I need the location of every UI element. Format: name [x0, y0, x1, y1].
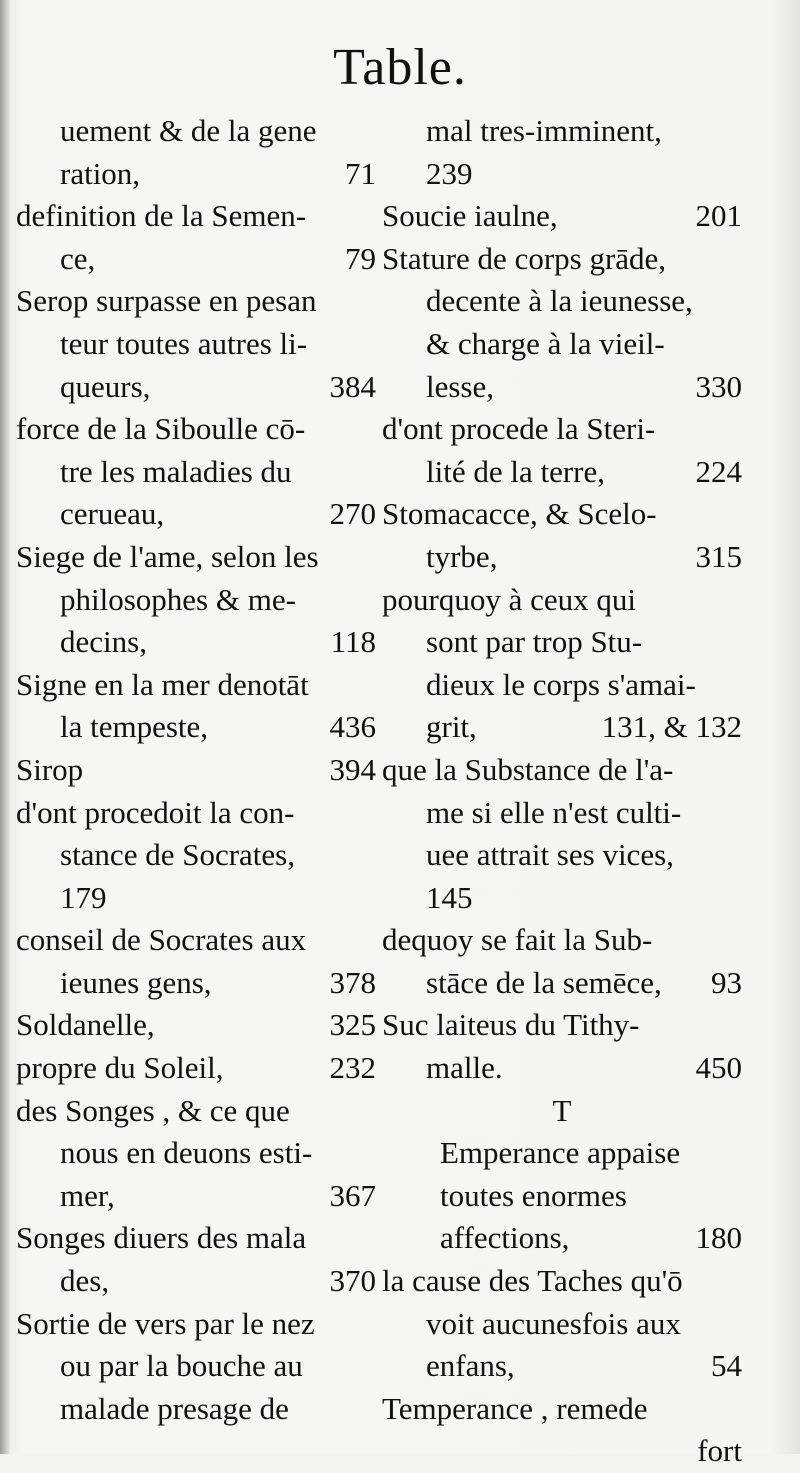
- index-entry-text: la cause des Taches qu'ō: [382, 1263, 683, 1299]
- index-entry-line: [382, 834, 742, 877]
- index-entry-text: Signe en la mer denotāt: [16, 666, 309, 702]
- index-entry-text: ieunes gens,: [60, 964, 212, 1000]
- index-entry-line: [16, 408, 376, 451]
- index-entry-line: [382, 1303, 742, 1346]
- index-entry-line: [16, 1047, 376, 1090]
- index-entry-line: [382, 1388, 742, 1431]
- index-entry-line: [382, 1132, 742, 1175]
- page-reference: 224: [695, 453, 742, 489]
- page-reference: 180: [695, 1220, 742, 1256]
- index-entry-text: la tempeste,: [60, 709, 209, 745]
- index-column-right: [382, 110, 742, 1473]
- index-entry-text: definition de la Semen-: [16, 198, 307, 234]
- index-entry-line: [16, 919, 376, 962]
- index-entry-line: [382, 323, 742, 366]
- index-entry-line: [382, 664, 742, 707]
- index-entry-line: [382, 110, 742, 153]
- index-entry-line: [382, 579, 742, 622]
- page-reference: 270: [329, 496, 376, 532]
- index-entry-line: [382, 962, 742, 1005]
- index-entry-text: malade presage de: [60, 1390, 289, 1426]
- index-entry-line: [382, 366, 742, 409]
- index-entry-line: [382, 238, 742, 281]
- index-entry-line: [382, 408, 742, 451]
- index-entry-text: tyrbe,: [426, 538, 498, 574]
- index-entry-text: fort: [697, 1433, 742, 1469]
- index-entry-text: dequoy se fait la Sub-: [382, 922, 653, 958]
- index-entry-text: propre du Soleil,: [16, 1050, 224, 1086]
- index-entry-line: [16, 1175, 376, 1218]
- index-entry-text: teur toutes autres li-: [60, 325, 308, 361]
- page-reference: 450: [695, 1050, 742, 1086]
- index-entry-text: Stature de corps grāde,: [382, 240, 667, 276]
- index-entry-line: [16, 1090, 376, 1133]
- index-entry-line: [16, 749, 376, 792]
- index-entry-text: Soucie iaulne,: [382, 198, 558, 234]
- page-spine-shadow: [0, 0, 10, 1454]
- index-entry-text: nous en deuons esti-: [60, 1135, 313, 1171]
- index-entry-text: decente à la ieunesse,: [426, 283, 693, 319]
- index-entry-text: affections,: [440, 1220, 570, 1256]
- index-entry-line: [16, 323, 376, 366]
- index-entry-line: [382, 493, 742, 536]
- index-entry-text: des,: [60, 1263, 110, 1299]
- index-entry-text: uee attrait ses vices,: [426, 837, 674, 873]
- index-entry-line: [16, 153, 376, 196]
- index-entry-text: tre les maladies du: [60, 453, 292, 489]
- index-entry-text: Soldanelle,: [16, 1007, 155, 1043]
- index-entry-text: Emperance appaise: [440, 1135, 681, 1171]
- index-entry-line: [16, 1004, 376, 1047]
- index-entry-line: [16, 834, 376, 877]
- index-entry-text: Sortie de vers par le nez: [16, 1305, 315, 1341]
- index-entry-line: [16, 664, 376, 707]
- index-entry-text: Songes diuers des mala: [16, 1220, 307, 1256]
- page-reference: 93: [711, 964, 742, 1000]
- index-entry-line: [16, 1217, 376, 1260]
- page-reference: 370: [329, 1263, 376, 1299]
- index-entry-text: lesse,: [426, 368, 495, 404]
- index-entry-line: [382, 1047, 742, 1090]
- index-entry-line: [16, 366, 376, 409]
- index-entry-text: enfans,: [426, 1348, 515, 1384]
- page-reference: 367: [329, 1177, 376, 1213]
- index-entry-line: [382, 1217, 742, 1260]
- index-column-left: [16, 110, 376, 1430]
- index-entry-text: 239: [426, 155, 473, 191]
- index-entry-text: cerueau,: [60, 496, 165, 532]
- index-entry-text: force de la Siboulle cō-: [16, 411, 306, 447]
- index-entry-text: 179: [60, 879, 107, 915]
- index-entry-text: & charge à la vieil-: [426, 325, 665, 361]
- index-entry-text: dieux le corps s'amai-: [426, 666, 696, 702]
- index-entry-line: [382, 706, 742, 749]
- index-entry-text: Siege de l'ame, selon les: [16, 538, 319, 574]
- index-entry-line: [382, 536, 742, 579]
- page-reference: 315: [695, 538, 742, 574]
- index-entry-text: me si elle n'est culti-: [426, 794, 682, 830]
- index-entry-text: ration,: [60, 155, 141, 191]
- index-entry-text: Sirop: [16, 751, 84, 787]
- index-entry-text: toutes enormes: [440, 1177, 627, 1213]
- index-entry-line: [382, 749, 742, 792]
- index-entry-text: d'ont procede la Steri-: [382, 411, 656, 447]
- index-entry-line: [382, 919, 742, 962]
- index-entry-text: des Songes , & ce que: [16, 1092, 290, 1128]
- page-reference: 436: [329, 709, 376, 745]
- index-entry-line: [382, 1345, 742, 1388]
- page-reference: 325: [329, 1007, 376, 1043]
- index-entry-line: [16, 621, 376, 664]
- index-entry-text: conseil de Socrates aux: [16, 922, 307, 958]
- index-entry-text: mal tres-imminent,: [426, 113, 662, 148]
- index-entry-line: [382, 280, 742, 323]
- index-entry-line: [16, 579, 376, 622]
- index-entry-text: queurs,: [60, 368, 151, 404]
- index-entry-line: [16, 877, 376, 920]
- index-entry-text: Serop surpasse en pesan: [16, 283, 317, 319]
- index-entry-line: [16, 238, 376, 281]
- page-reference: 232: [329, 1050, 376, 1086]
- index-entry-line: [382, 153, 742, 196]
- page-reference: 330: [695, 368, 742, 404]
- index-entry-line: [382, 1175, 742, 1218]
- index-entry-line: [382, 195, 742, 238]
- index-entry-text: 145: [426, 879, 473, 915]
- index-entry-text: ce,: [60, 240, 96, 276]
- index-entry-text: voit aucunesfois aux: [426, 1305, 681, 1341]
- index-entry-line: [16, 962, 376, 1005]
- index-entry-text: pourquoy à ceux qui: [382, 581, 636, 617]
- index-entry-line: [382, 1260, 742, 1303]
- index-entry-text: Temperance , remede: [382, 1390, 648, 1426]
- index-entry-text: decins,: [60, 624, 147, 660]
- index-entry-line: [382, 621, 742, 664]
- page-reference: 118: [330, 624, 376, 660]
- page-reference: 131, & 132: [601, 709, 742, 745]
- index-entry-line: [16, 451, 376, 494]
- index-entry-line: [382, 877, 742, 920]
- index-entry-text: lité de la terre,: [426, 453, 606, 489]
- index-entry-line: [16, 1303, 376, 1346]
- index-entry-text: stance de Socrates,: [60, 837, 295, 873]
- index-entry-text: malle.: [426, 1050, 503, 1086]
- index-entry-line: [16, 110, 376, 153]
- index-entry-text: Suc laiteus du Tithy-: [382, 1007, 640, 1043]
- index-entry-line: [382, 1090, 742, 1133]
- index-entry-line: [16, 706, 376, 749]
- index-entry-text: mer,: [60, 1177, 115, 1213]
- index-entry-line: [16, 792, 376, 835]
- page-reference: 384: [329, 368, 376, 404]
- index-entry-line: [16, 536, 376, 579]
- page-reference: 394: [329, 751, 376, 787]
- index-entry-line: [16, 1388, 376, 1431]
- index-entry-line: [16, 1345, 376, 1388]
- page-reference: 71: [345, 155, 376, 191]
- page-reference: 378: [329, 964, 376, 1000]
- index-entry-text: ou par la bouche au: [60, 1348, 303, 1384]
- index-entry-line: [16, 1132, 376, 1175]
- page-reference: 79: [345, 240, 376, 276]
- index-entry-line: [16, 280, 376, 323]
- index-entry-text: que la Substance de l'a-: [382, 751, 674, 787]
- index-entry-line: [382, 1004, 742, 1047]
- index-entry-text: sont par trop Stu-: [426, 624, 643, 660]
- index-entry-text: stāce de la semēce,: [426, 964, 662, 1000]
- index-entry-text: philosophes & me-: [60, 581, 296, 617]
- index-entry-text: grit,: [426, 709, 477, 745]
- index-entry-line: [16, 195, 376, 238]
- index-entry-text: Stomacacce, & Scelo-: [382, 496, 657, 532]
- page-reference: 54: [711, 1348, 742, 1384]
- page-reference: 201: [695, 198, 742, 234]
- index-entry-line: [16, 493, 376, 536]
- index-entry-text: T: [552, 1092, 572, 1128]
- index-entry-text: d'ont procedoit la con-: [16, 794, 295, 830]
- index-entry-line: [382, 451, 742, 494]
- page-title: Table.: [333, 39, 467, 96]
- index-entry-line: [382, 1430, 742, 1473]
- index-entry-line: [382, 792, 742, 835]
- index-entry-line: [16, 1260, 376, 1303]
- index-entry-text: uement & de la gene: [60, 113, 317, 148]
